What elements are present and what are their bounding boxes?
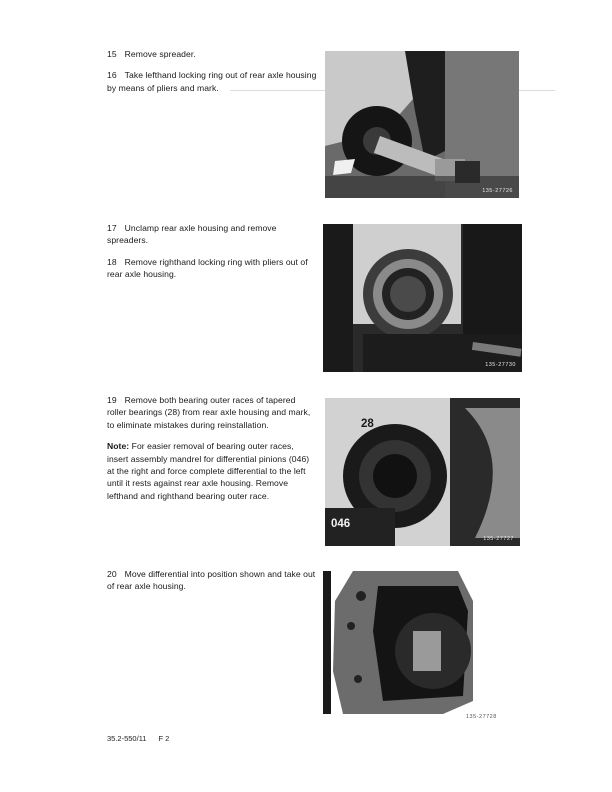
step-19: [107, 394, 317, 431]
page-footer: [107, 734, 181, 743]
photo-label: 135-27730: [485, 362, 516, 368]
step-number: 15: [107, 49, 117, 59]
photo-label: 135-27727: [483, 536, 514, 542]
step-text: Take lefthand locking ring out of rear axle housing by means of pliers and mark.: [107, 70, 317, 93]
step-18: [107, 256, 317, 281]
step-text: Move differential into position shown and take out of rear axle housing.: [107, 569, 316, 592]
section-step-20: [107, 568, 317, 602]
photo-bearing-outer-race: [325, 398, 520, 546]
step-number: 18: [107, 256, 117, 267]
photo-differential: [323, 571, 484, 714]
step-number: 20: [107, 569, 117, 579]
note: [107, 440, 317, 502]
step-20: [107, 568, 317, 593]
section-steps-17-18: [107, 222, 317, 290]
step-17: [107, 222, 317, 247]
step-text: Remove righthand locking ring with pliers out of rear axle housing.: [107, 256, 308, 280]
document-number: 35.2-550/11: [107, 734, 147, 743]
callout-046: 046: [331, 518, 351, 530]
step-number: 16: [107, 70, 117, 81]
step-number: 17: [107, 223, 117, 233]
step-15: [107, 48, 317, 60]
section-step-19: [107, 394, 317, 511]
note-text: For easier removal of bearing outer races, insert assembly mandrel for differential pinions (046) at the right and force complete differential to the left until it rests against rear axle housing. Remove lefthand and righthand bearing outer race.: [107, 441, 310, 501]
photo-label: 135-27726: [482, 188, 513, 194]
section-steps-15-16: [107, 48, 317, 103]
step-text: Remove both bearing outer races of tapered roller bearings (28) from rear axle housing and mark, to eliminate mistakes during reinstallation.: [107, 395, 311, 430]
step-16: [107, 69, 317, 94]
step-number: 19: [107, 395, 117, 405]
photo-label: 135-27728: [466, 714, 497, 720]
note-label: Note:: [107, 441, 130, 452]
page-number: F 2: [158, 734, 170, 743]
photo-locking-ring-left: [325, 51, 519, 198]
step-text: Unclamp rear axle housing and remove spreaders.: [107, 223, 277, 246]
step-text: Remove spreader.: [124, 49, 196, 59]
callout-28: 28: [361, 418, 374, 430]
photo-locking-ring-right: [323, 224, 522, 372]
